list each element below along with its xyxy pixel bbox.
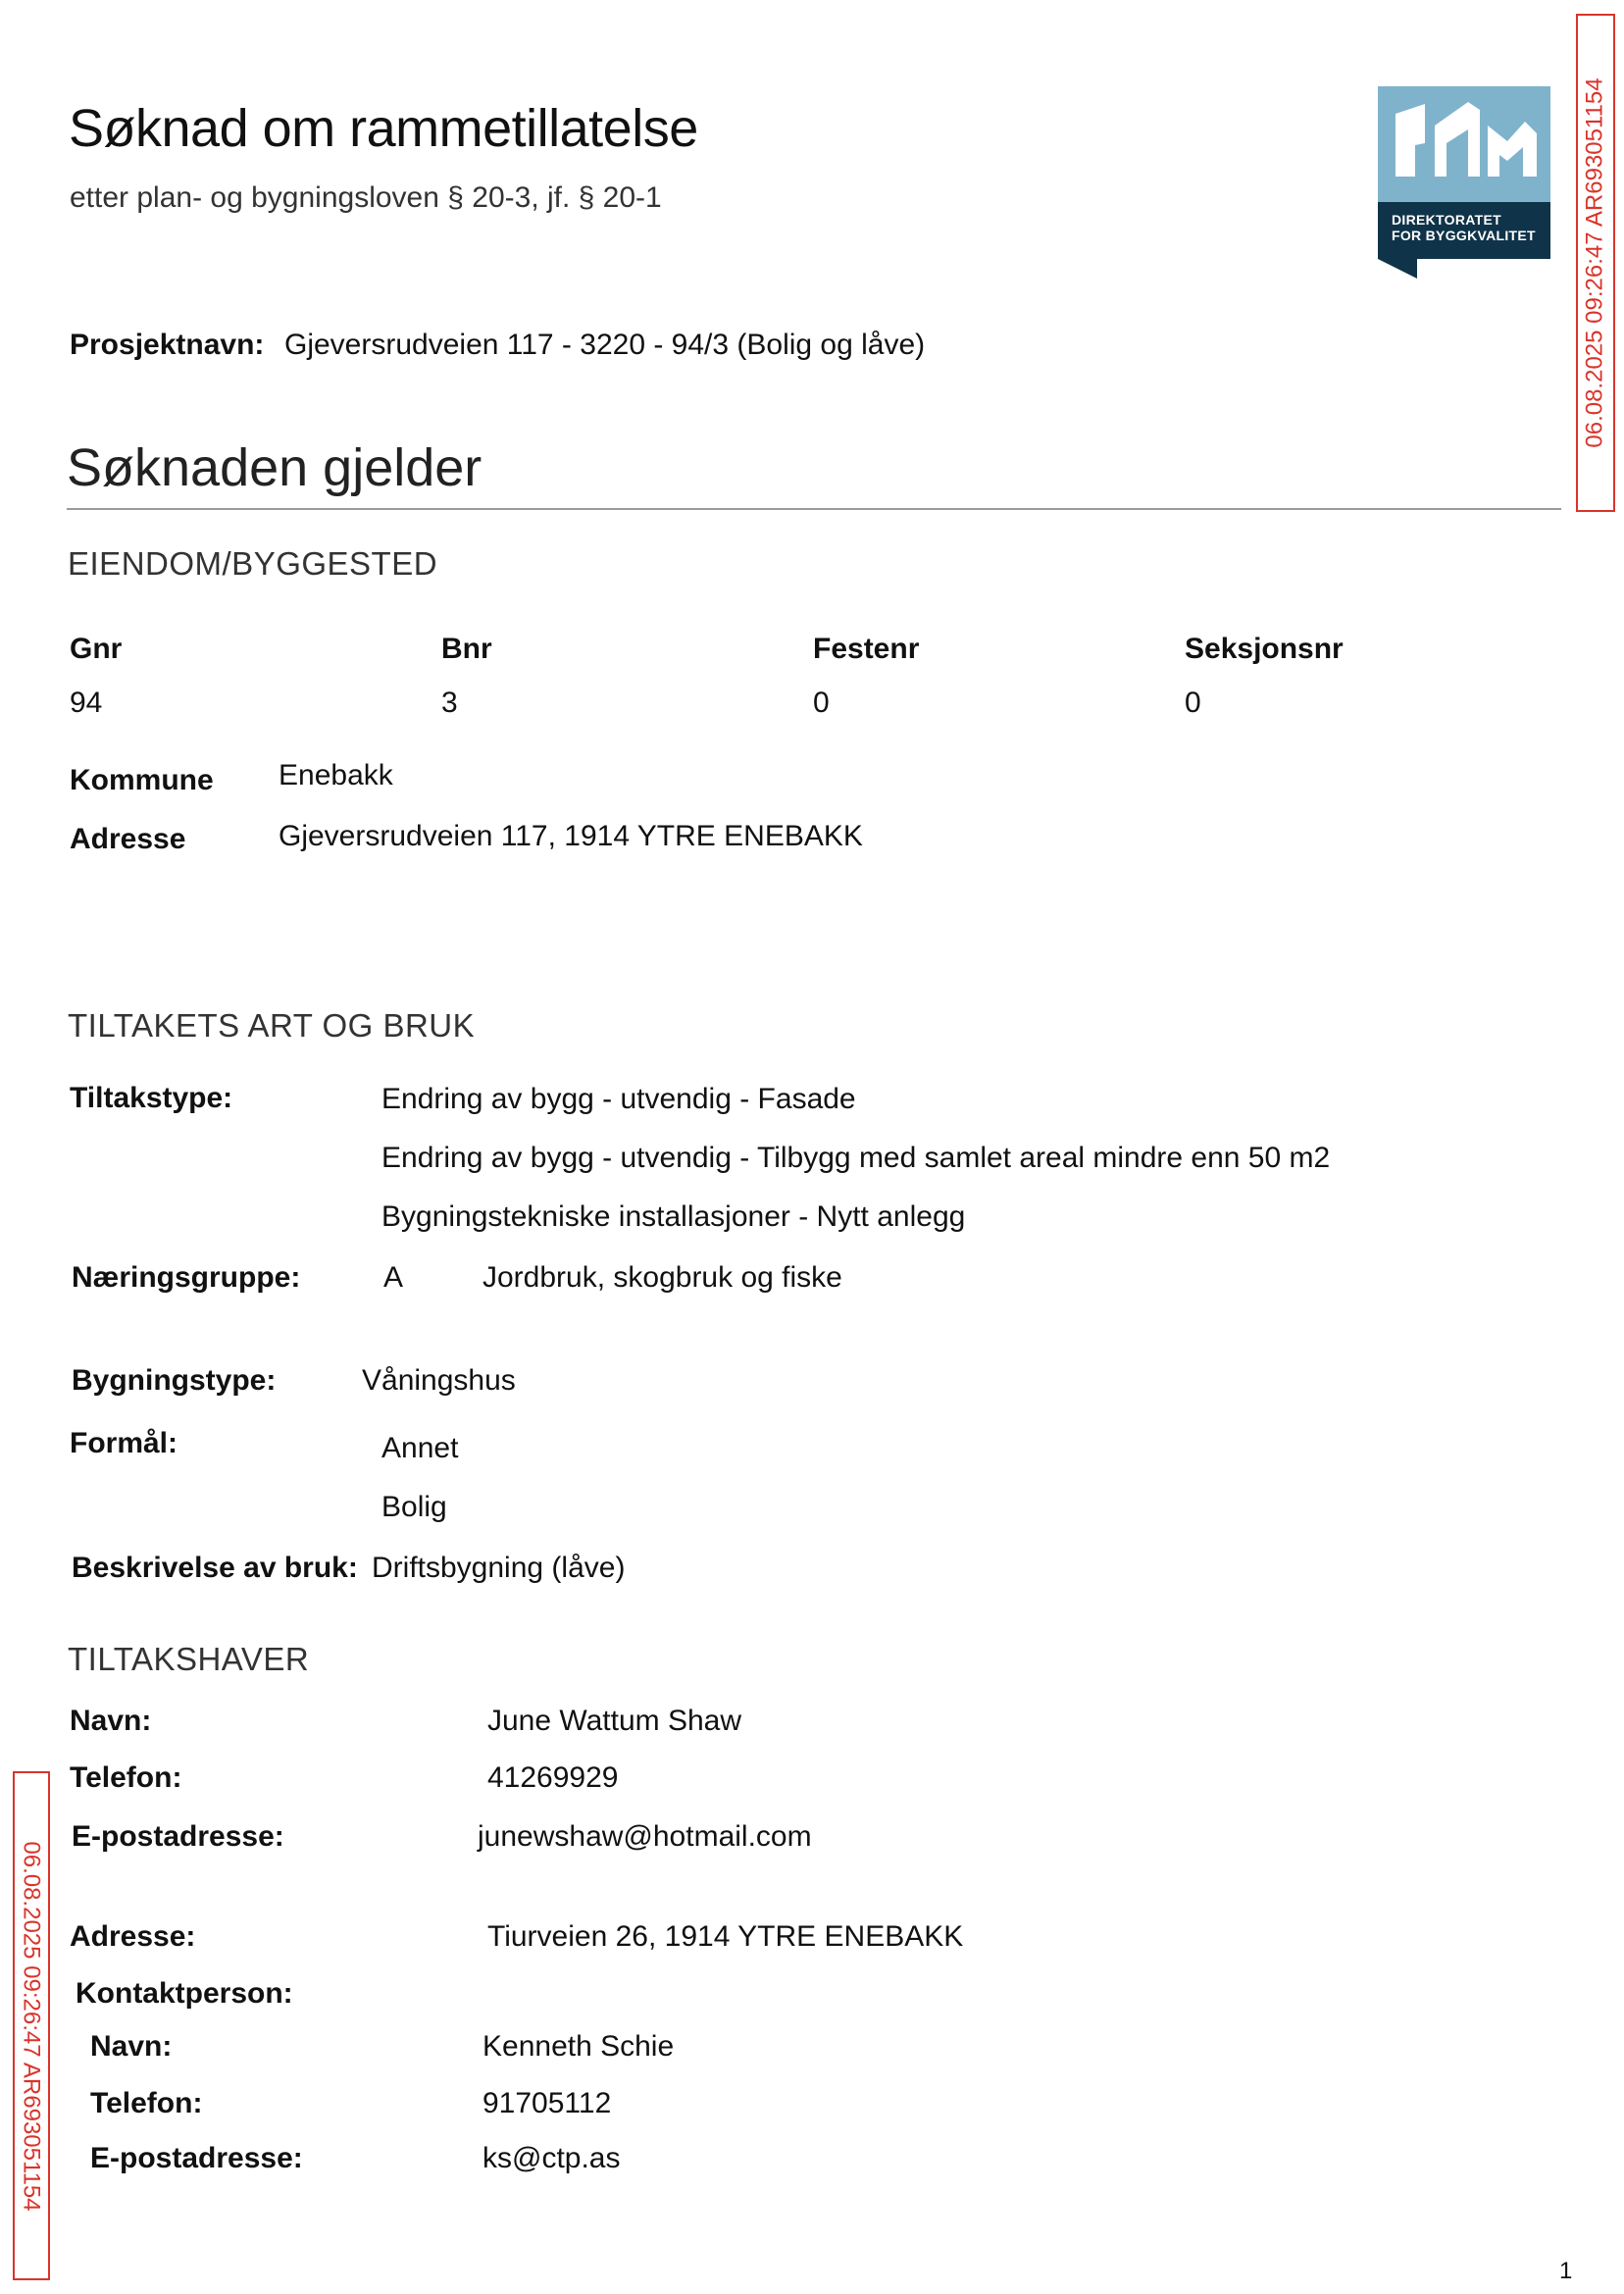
tiltakshaver-adresse-value: Tiurveien 26, 1914 YTRE ENEBAKK xyxy=(487,1920,964,1953)
navn-label: Navn: xyxy=(70,1705,152,1737)
formal-label: Formål: xyxy=(70,1427,178,1459)
section-divider xyxy=(67,508,1561,510)
tiltakstype-item: Endring av bygg - utvendig - Tilbygg med samlet areal mindre enn 50 m2 xyxy=(381,1142,1331,1174)
formal-item: Bolig xyxy=(381,1491,447,1523)
kommune-label: Kommune xyxy=(70,764,214,796)
beskrivelse-value: Driftsbygning (låve) xyxy=(372,1552,626,1584)
dibk-logo xyxy=(1378,86,1550,279)
project-label: Prosjektnavn: xyxy=(70,329,265,361)
gnr-value: 94 xyxy=(70,687,103,719)
festenr-value: 0 xyxy=(813,687,830,719)
seksjonsnr-value: 0 xyxy=(1185,687,1201,719)
kontakt-navn-label: Navn: xyxy=(90,2030,173,2063)
formal-item: Annet xyxy=(381,1432,459,1464)
telefon-value: 41269929 xyxy=(487,1761,619,1794)
tiltakshaver-adresse-label: Adresse: xyxy=(70,1920,196,1953)
bygningstype-label: Bygningstype: xyxy=(72,1364,277,1397)
naeringsgruppe-value: Jordbruk, skogbruk og fiske xyxy=(482,1261,842,1294)
seksjonsnr-label: Seksjonsnr xyxy=(1185,633,1344,665)
kontakt-telefon-value: 91705112 xyxy=(482,2087,612,2119)
tiltakstype-item: Endring av bygg - utvendig - Fasade xyxy=(381,1083,856,1115)
page-number: 1 xyxy=(1559,2258,1573,2284)
section-title: Søknaden gjelder xyxy=(67,438,482,497)
naeringsgruppe-label: Næringsgruppe: xyxy=(72,1261,301,1294)
beskrivelse-label: Beskrivelse av bruk: xyxy=(72,1552,358,1584)
bnr-label: Bnr xyxy=(441,633,492,665)
tiltak-heading: TILTAKETS ART OG BRUK xyxy=(68,1007,476,1044)
document-title: Søknad om rammetillatelse xyxy=(69,99,698,158)
tiltakshaver-heading: TILTAKSHAVER xyxy=(68,1641,310,1677)
epost-label: E-postadresse: xyxy=(72,1820,284,1853)
document-subtitle: etter plan- og bygningsloven § 20-3, jf. § 20-1 xyxy=(70,181,662,214)
tiltakstype-item: Bygningstekniske installasjoner - Nytt anlegg xyxy=(381,1200,966,1233)
logo-text: DIREKTORATET FOR BYGGKVALITET xyxy=(1392,212,1536,243)
telefon-label: Telefon: xyxy=(70,1761,182,1794)
property-heading: EIENDOM/BYGGESTED xyxy=(68,545,438,582)
bnr-value: 3 xyxy=(441,687,458,719)
naeringsgruppe-code: A xyxy=(383,1261,404,1294)
kontaktperson-label: Kontaktperson: xyxy=(76,1977,293,2010)
adresse-label: Adresse xyxy=(70,823,186,855)
navn-value: June Wattum Shaw xyxy=(487,1705,741,1737)
kontakt-navn-value: Kenneth Schie xyxy=(482,2030,675,2063)
timestamp-stamp-left: 06.08.2025 09:26:47 AR693051154 xyxy=(13,1771,50,2280)
gnr-label: Gnr xyxy=(70,633,123,665)
project-value: Gjeversrudveien 117 - 3220 - 94/3 (Bolig og låve) xyxy=(284,329,926,361)
kommune-value: Enebakk xyxy=(279,759,393,791)
epost-value: junewshaw@hotmail.com xyxy=(478,1820,812,1853)
adresse-value: Gjeversrudveien 117, 1914 YTRE ENEBAKK xyxy=(279,820,863,852)
kontakt-epost-label: E-postadresse: xyxy=(90,2142,303,2174)
kontakt-telefon-label: Telefon: xyxy=(90,2087,203,2119)
tiltakstype-label: Tiltakstype: xyxy=(70,1082,233,1114)
festenr-label: Festenr xyxy=(813,633,920,665)
bygningstype-value: Våningshus xyxy=(362,1364,516,1397)
timestamp-stamp-right: 06.08.2025 09:26:47 AR693051154 xyxy=(1576,14,1615,512)
kontakt-epost-value: ks@ctp.as xyxy=(482,2142,621,2174)
